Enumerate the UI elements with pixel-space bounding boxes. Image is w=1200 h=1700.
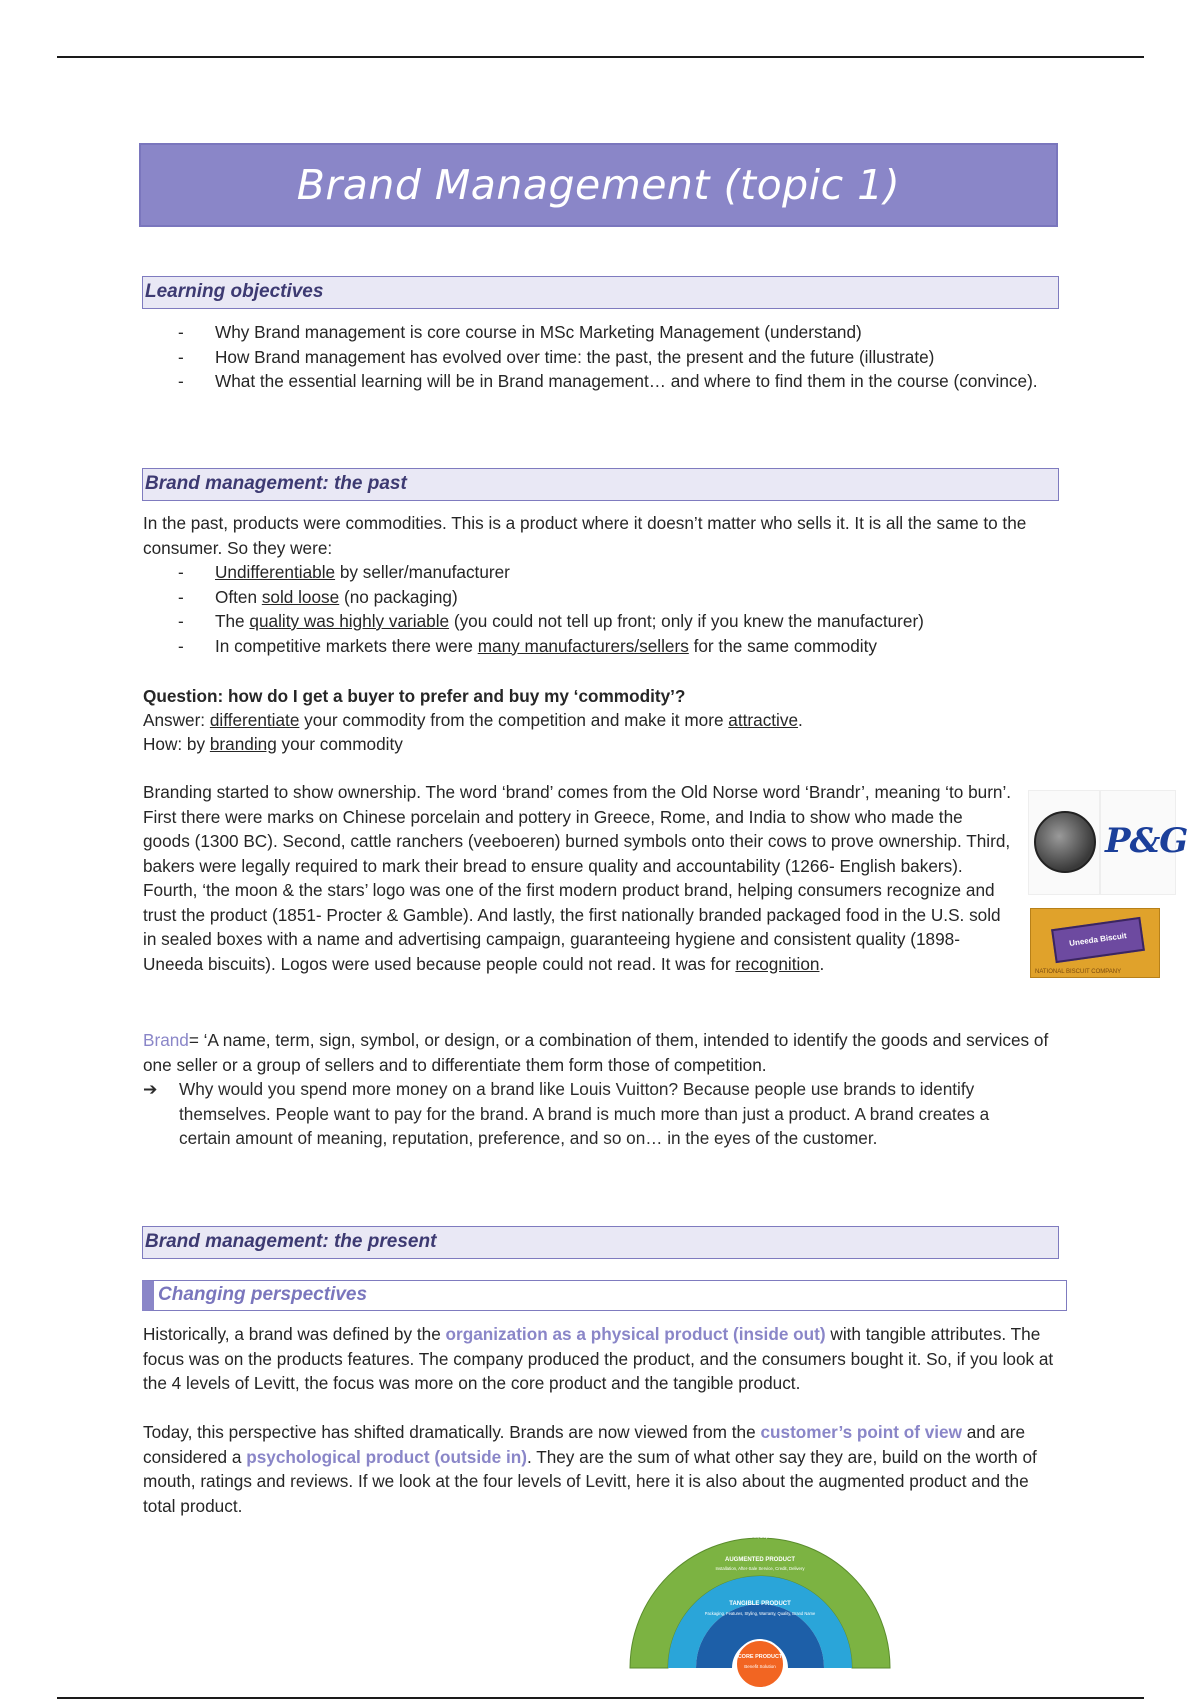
tangible-sublabel: Packaging, Features, Styling, Warranty, Quality, Brand Name [704, 1611, 816, 1616]
list-item: - Why Brand management is core course in MSc Marketing Management (understand) [178, 320, 1058, 345]
section-heading-objectives [142, 276, 1059, 309]
bottom-rule [57, 1697, 1144, 1699]
pg-logo-text: P&G [1105, 821, 1188, 861]
present-paragraph-2: Today, this perspective has shifted dramatically. Brands are now viewed from the customer’s point of view and are considered a psychological product (outside in). They are the sum of what other say they are, build on the worth of mouth, ratings and reviews. If we look at the four levels of Levitt, here it is also about the augmented product and the total product. [143, 1422, 1037, 1516]
uneeda-label: Uneeda Biscuit [1068, 931, 1128, 948]
top-rule [57, 56, 1144, 58]
page-title: Brand Management (topic 1) [296, 161, 901, 209]
list-item: - Often sold loose (no packaging) [178, 585, 1058, 610]
section-heading-text: Learning objectives [145, 281, 324, 302]
augmented-label: AUGMENTED PRODUCT [725, 1557, 795, 1563]
title-banner [139, 143, 1058, 227]
promised-sublabel: Hard Time, Trade-in, Dependability, Status [717, 1534, 803, 1539]
levitt-product-levels-diagram [620, 1508, 900, 1690]
core-sublabel: Benefit Solution [744, 1664, 776, 1669]
objectives-list [178, 320, 1058, 394]
augmented-sublabel: Installation, After-Sale Service, Credit, Delivery [715, 1566, 805, 1571]
branding-history: Branding started to show ownership. The word ‘brand’ comes from the Old Norse word ‘Brandr’, meaning ‘to burn’. First there were marks on Chinese porcelain and pottery in Greece, Rome, and India to show who made the goods (1300 BC). Second, cattle ranchers (veeboeren) burned symbols onto their cows to prove ownership. Third, bakers were legally required to mark their bread to ensure quality and accountability (1266- English bakers). Fourth, ‘the moon & the stars’ logo was one of the first modern product brand, helping consumers recognize and trust the product (1851- Procter & Gamble). And lastly, the first nationally branded packaged food in the U.S. sold in sealed boxes with a name and advertising campaign, guaranteeing hygiene and consistent quality (1898- Uneeda biscuits). Logos were used because people could not read. It was for recognition. [143, 782, 1012, 974]
commodity-list [178, 560, 1058, 658]
uneeda-biscuit-image [1030, 908, 1160, 978]
arrow-note-text: Why would you spend more money on a brand like Louis Vuitton? Because people use brands to identify themselves. People want to pay for the brand. A brand is much more than just a product. A brand creates a certain amount of meaning, reputation, preference, and so on… in the eyes of the customer. [179, 1079, 990, 1148]
brand-term: Brand [143, 1030, 189, 1050]
moon-and-stars-logo [1028, 790, 1100, 895]
core-label: CORE PRODUCT [737, 1654, 783, 1660]
promised-label: PROMISED PRODUCT [725, 1524, 795, 1531]
uneeda-caption: NATIONAL BISCUIT COMPANY [1035, 969, 1122, 975]
list-item: - The quality was highly variable (you could not tell up front; only if you knew the manufacturer) [178, 609, 1058, 634]
section-heading-past [142, 468, 1059, 501]
pg-logo [1100, 790, 1188, 895]
section-heading-present [142, 1226, 1059, 1259]
subheading-changing-perspectives [142, 1280, 1067, 1311]
list-item: - In competitive markets there were many manufacturers/sellers for the same commodity [178, 634, 1058, 659]
arrow-icon: ➔ [143, 1079, 158, 1099]
arrow-note [143, 1077, 1043, 1151]
subheading-text: Changing perspectives [158, 1284, 368, 1305]
list-item: - Undifferentiable by seller/manufacturer [178, 560, 1058, 585]
list-item: - How Brand management has evolved over time: the past, the present and the future (illustrate) [178, 345, 1058, 370]
question-line: Question: how do I get a buyer to prefer and buy my ‘commodity’? [143, 686, 686, 706]
tangible-label: TANGIBLE PRODUCT [729, 1601, 791, 1607]
section-heading-text: Brand management: the present [145, 1231, 437, 1252]
how-line: How: by branding your commodity [143, 734, 403, 754]
present-paragraph-1: Historically, a brand was defined by the organization as a physical product (inside out) with tangible attributes. The focus was on the products features. The company produced the product, and the consumers bought it. So, if you look at the 4 levels of Levitt, the focus was more on the core product and the tangible product. [143, 1324, 1054, 1393]
list-item: - What the essential learning will be in Brand management… and where to find them in the course (convince). [178, 369, 1058, 394]
moon-and-stars-icon [1034, 811, 1096, 873]
answer-line: Answer: differentiate your commodity from the competition and make it more attractive. [143, 710, 803, 730]
brand-definition: Brand= ‘A name, term, sign, symbol, or design, or a combination of them, intended to identify the goods and services of one seller or a group of sellers and to differentiate them form those of competition. [143, 1030, 1049, 1075]
past-intro: In the past, products were commodities. This is a product where it doesn’t matter who sells it. It is all the same to the consumer. So they were: [143, 513, 1027, 558]
section-heading-text: Brand management: the past [145, 473, 407, 494]
